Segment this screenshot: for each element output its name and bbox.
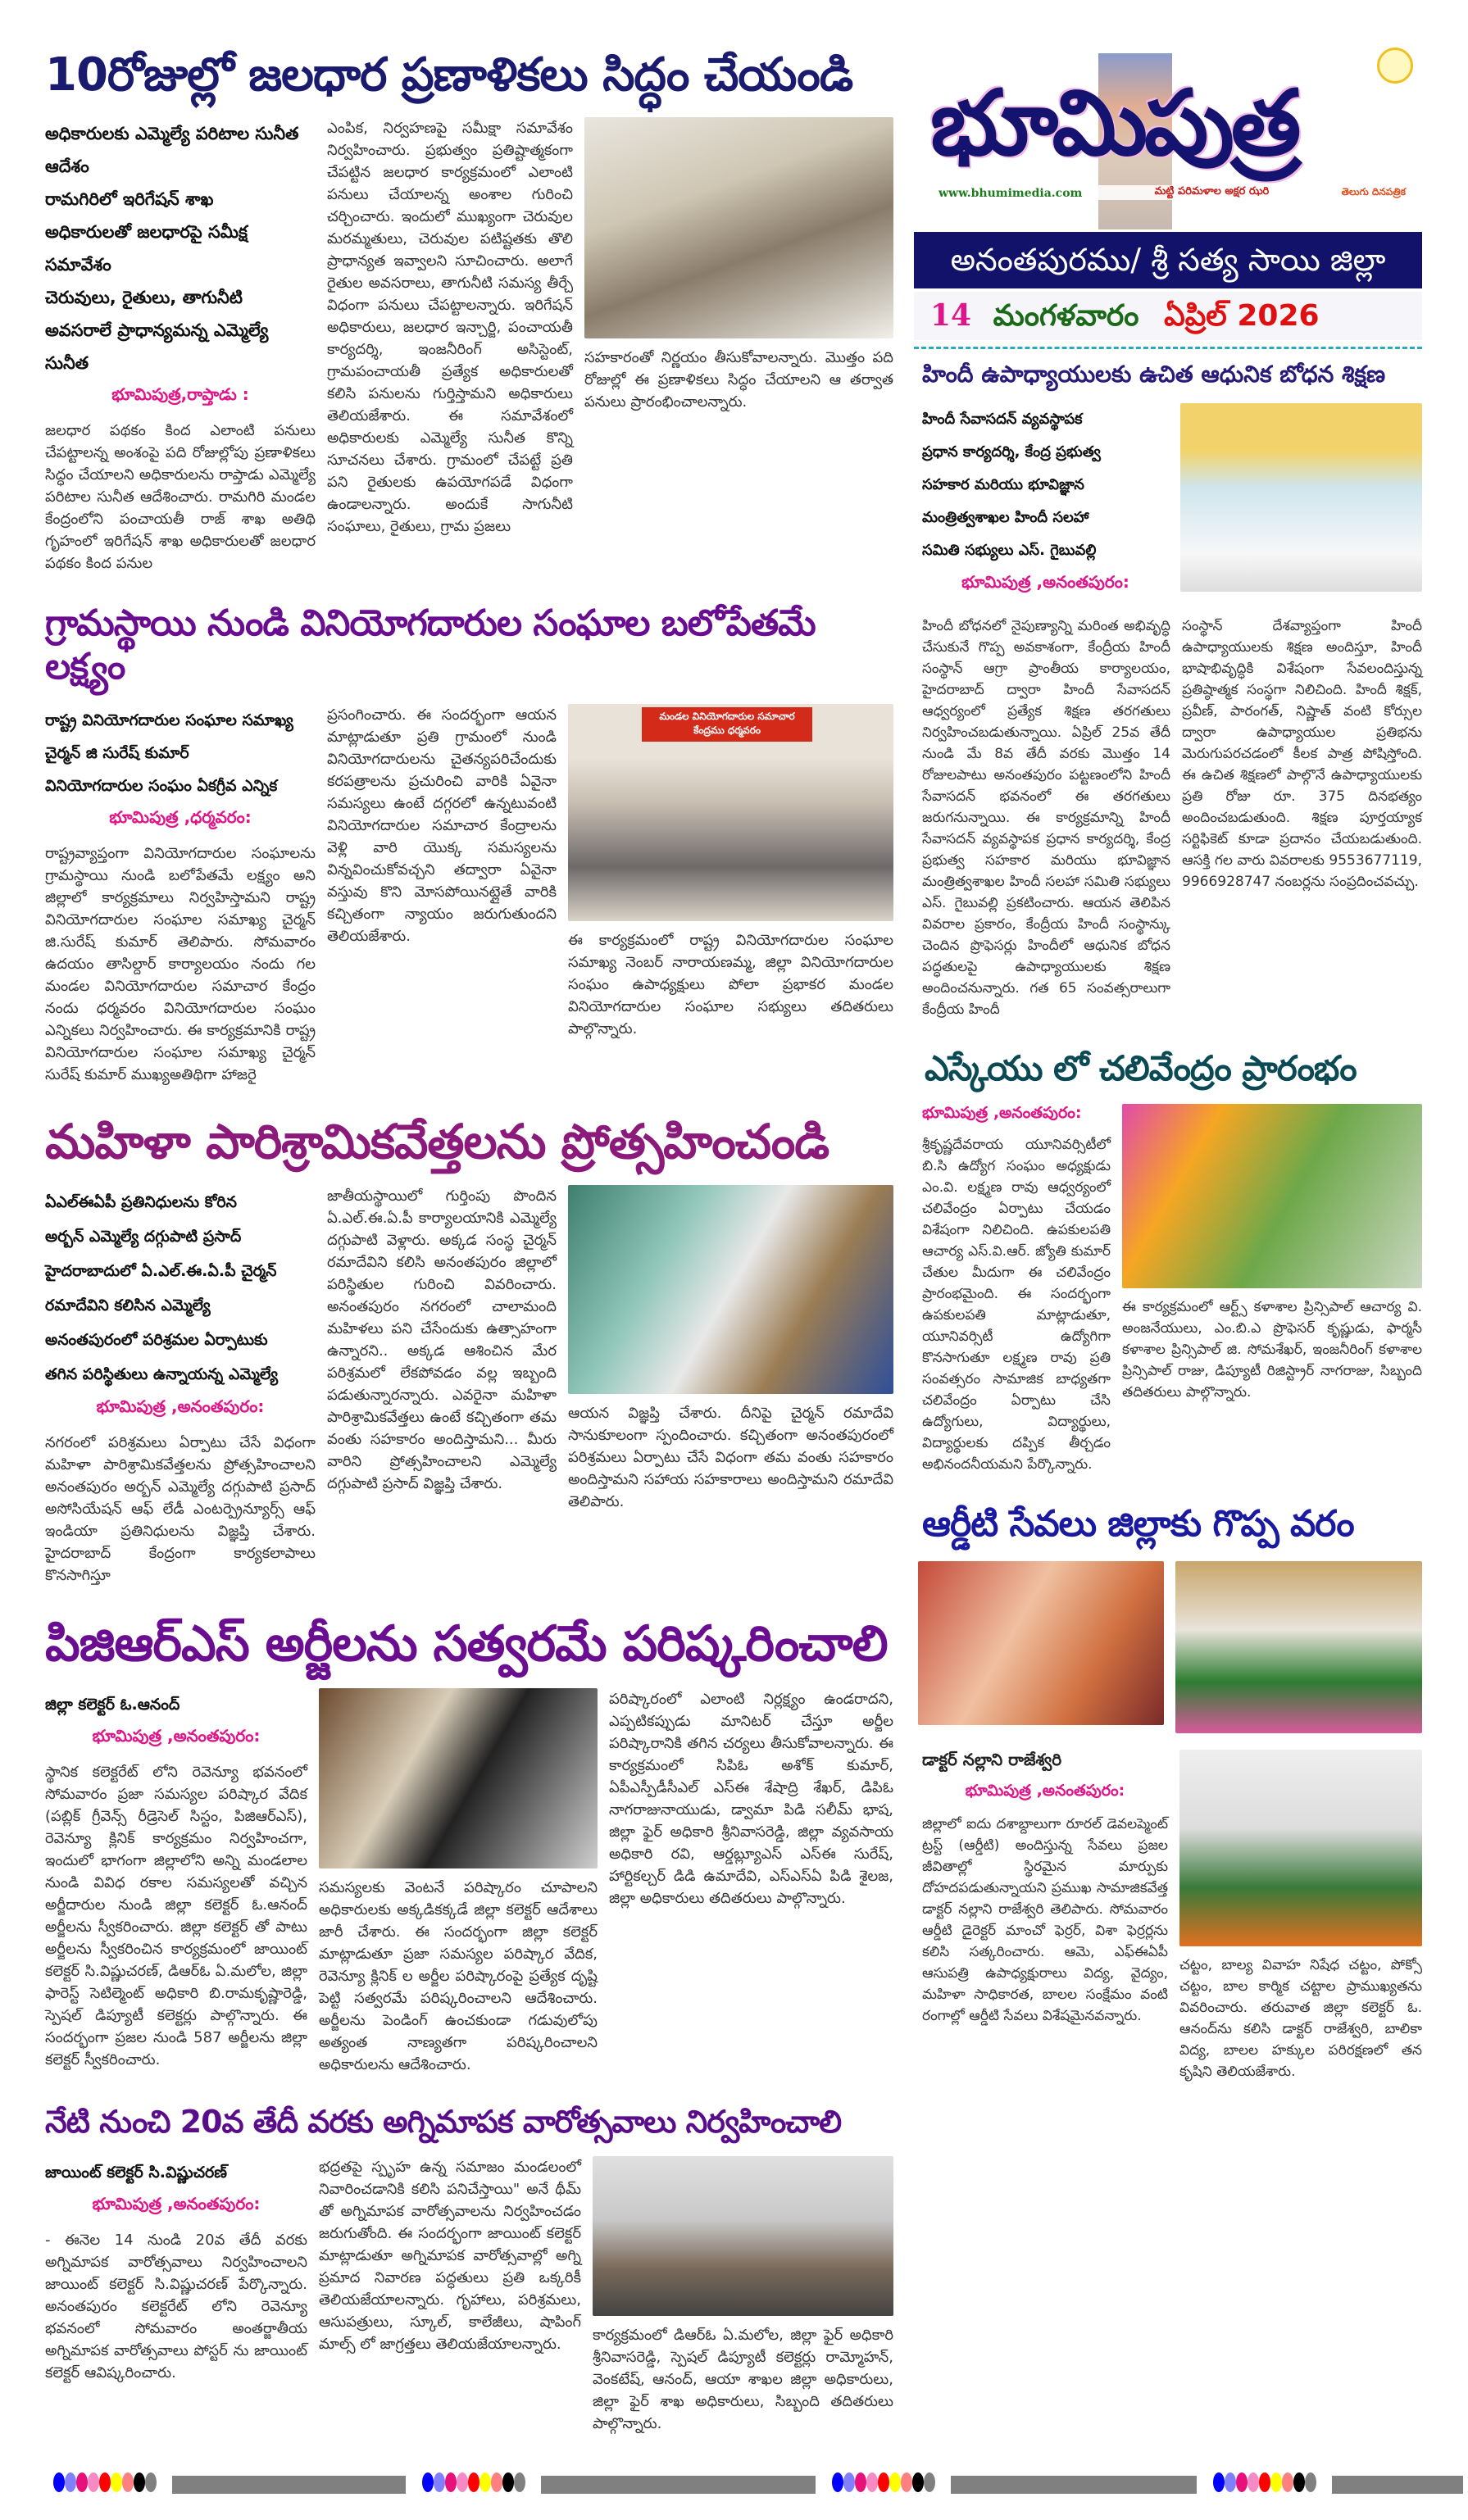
subheads-women — [45, 1185, 316, 1587]
headline-rdt-services: ఆర్డీటి సేవలు జిల్లాకు గొప్ప వరం — [922, 1503, 1354, 1546]
color-dot — [878, 2472, 889, 2492]
article-body: - ఈనెల 14 నుండి 20వ తేదీ వరకు అగ్నిమాపక వారోత్సవాలు నిర్వహించాలని జాయింట్ కలెక్టర్ సి.విష్ణుచరణ్ పేర్కొన్నారు. అనంతపురం కలెక్టరేట్ లోని రెవెన్యూ భవనంలో సోమవారం అంతర్జాతీయ అగ్నిమాపక వారోత్సవాలు పోస్టర్ ను జాయింట్ కలెక్టర్ ఆవిష్కరించారు. — [45, 2231, 307, 2382]
color-dot — [479, 2472, 491, 2492]
subhead: జాయింట్ కలెక్టర్ సి.విష్ణుచరణ్ — [45, 2163, 227, 2182]
color-dot — [134, 2472, 145, 2492]
color-dot — [924, 2472, 935, 2492]
subhead: తగిన పరిస్థితులు ఉన్నాయన్న ఎమ్మెల్యే — [45, 1365, 279, 1384]
article-body: హిందీ బోధనలో నైపుణ్యాన్ని మరింత అభివృద్ధి చేసుకునే గొప్ప అవకాశంగా, కేంద్రీయ హిందీ సంస్థాన్ ఆగ్రా ప్రాంతీయ కార్యాలయం, హైదరాబాద్ ద్వారా హిందీ సేవాసదన్ ఆధ్వర్యంలో ప్రత్యేక శిక్షణ తరగతులు నిర్వహించబడుతున్నాయి. ఏప్రిల్ 25వ తేదీ నుండి మే 8వ తేదీ వరకు మొత్తం 14 రోజులపాటు అనంతపురం పట్టణంలోని హిందీ సేవాసదన్ భవనంలో ఈ తరగతులు జరుగనున్నాయి. ఈ కార్యక్రమాన్ని హిందీ సేవాసదన్ వ్యవస్థాపక ప్రధాన కార్యదర్శి, కేంద్ర ప్రభుత్వ సహకార మరియు భూవిజ్ఞాన మంత్రిత్వశాఖల హిందీ సలహా సమితి సభ్యులు ఎస్. గైబువల్లి ప్రకటించారు. ఆయన తెలిపిన వివరాల ప్రకారం, కేంద్రీయ హిందీ సంస్థాన్కు చెందిన ప్రొఫెసర్లు హిందీలో ఆధునిక బోధన పద్ధతులపై ఉపాధ్యాయులకు శిక్షణ అందించనున్నారు. గత 65 సంవత్సరాలుగా కేంద్రీయ హిందీ — [922, 617, 1170, 1018]
right-column — [914, 41, 1422, 2104]
color-dots — [1213, 2472, 1316, 2492]
color-dots — [53, 2472, 157, 2492]
subhead: రాష్ట్ర వినియోగదారుల సంఘాల సమాఖ్య — [45, 711, 293, 729]
article-women-entrepreneurs — [45, 1107, 893, 1609]
color-dot — [434, 2472, 445, 2492]
article-body: జిల్లాలో ఐదు దశాబ్దాలుగా రూరల్ డెవలప్మెంట్ ట్రస్ట్ (ఆర్డీటి) అందిస్తున్న సేవలు ప్రజల జీవితాల్లో స్థిరమైన మార్పుకు దోహదపడుతున్నాయని ప్రముఖ సామాజికవేత్త డాక్టర్ నల్లాని రాజేశ్వరి తెలిపారు. సోమవారం ఆర్డీటి డైరెక్టర్ మాంచో ఫెర్రర్, విశా ఫెర్రర్లను కలిసి సత్కరించారు. ఆమె, ఎఫ్ఈఏపీ ఆసుపత్రి ఉపాధ్యక్షురాలు విద్య, వైద్యం, మహిళా సాధికారత, బాలల సంక్షేమం వంటి రంగాల్లో ఆర్డీటి సేవలు విశేషమైనవన్నారు. — [922, 1816, 1168, 2025]
photo-gaibuvalli — [1180, 403, 1422, 592]
color-dot — [422, 2472, 434, 2492]
photo-mla-meets-chairman — [568, 1185, 893, 1394]
photo-caption: డాక్టర్ నల్లాని రాజేశ్వరి — [922, 1750, 1062, 1770]
color-dot — [457, 2472, 468, 2492]
color-dot — [855, 2472, 866, 2492]
photo-collector-meeting — [1175, 1561, 1422, 1733]
subhead: అర్బన్ ఎమ్మెల్యే దగ్గుపాటి ప్రసాద్ — [45, 1228, 242, 1246]
left-column — [45, 41, 893, 2456]
color-dot — [502, 2472, 514, 2492]
photo-chalivendram — [1122, 1104, 1422, 1288]
gray-bar — [951, 2476, 1197, 2494]
color-dot — [889, 2472, 901, 2492]
date-bar — [914, 292, 1422, 340]
color-dot — [1282, 2472, 1293, 2492]
date-weekday: మంగళవారం — [993, 299, 1139, 334]
subhead: రమాదేవిని కలిసిన ఎమ్మెల్యే — [45, 1296, 211, 1315]
dateline: భూమిపుత్ర ,ధర్మవరం: — [109, 806, 252, 827]
gray-bar — [541, 2476, 816, 2494]
dateline: భూమిపుత్ర ,అనంతపురం: — [92, 1726, 261, 1746]
article-consumer-associations — [45, 596, 893, 1107]
article-body: ఈ కార్యక్రమంలో రాష్ట్ర వినియోగదారుల సంఘాల సమాఖ్య నెంబర్ నారాయణమ్మ, జిల్లా వినియోగదారుల సంఘం ఉపాధ్యక్షులు పోలా ప్రభాకర మండల వినియోగదారుల సంఘాల సభ్యులు తదితరులు పాల్గొన్నారు. — [568, 931, 893, 1038]
color-dot — [901, 2472, 912, 2492]
dateline: భూమిపుత్ర,రాప్తాడు : — [111, 384, 249, 405]
article-body: స్థానిక కలెక్టరేట్ లోని రెవెన్యూ భవనంలో సోమవారం ప్రజా సమస్యల పరిష్కార వేదిక (పబ్లిక్ గ్రీవెన్స్ రీడ్రెసెల్ సిస్టం, పిజిఆర్ఎస్), రెవెన్యూ క్లినిక్ కార్యక్రమం నిర్వహించగా, ఇందులో భాగంగా జిల్లాలోని అన్ని మండలాల నుండి వివిధ రకాల సమస్యలతో వచ్చిన అర్జీదారుల నుండి జిల్లా కలెక్టర్ ఓ.ఆనంద్ అర్జీలను స్వీకరించారు. జిల్లా కలెక్టర్ తో పాటు అర్జీలను స్వీకరించిన కార్యక్రమంలో జాయింట్ కలెక్టర్ సి.విష్ణుచరణ్, డిఆర్ఓ ఏ.మలోల, జిల్లా ఫారెస్ట్ సెటిల్మెంట్ అధికారి బి.రామకృష్ణారెడ్డి, స్పెషల్ డిప్యూటీ కలెక్టర్లు పాల్గొన్నారు. ఈ సందర్భంగా ప్రజల నుండి 587 అర్జీలను జిల్లా కలెక్టర్ స్వీకరించారు. — [45, 1764, 307, 2069]
subhead: జిల్లా కలెక్టర్ ఓ.ఆనంద్ — [45, 1696, 180, 1714]
subheads-consumer — [45, 704, 316, 1086]
color-dot — [1293, 2472, 1305, 2492]
color-dot — [145, 2472, 157, 2492]
subhead: సమితి సభ్యులు ఎస్. గైబువల్లి — [922, 541, 1097, 559]
article-body: చట్టం, బాల్య వివాహ నిషేధ చట్టం, పోక్సో చట్టం, బాల కార్మిక చట్టాల ప్రాముఖ్యతను వివరించారు. తరువాత జిల్లా కలెక్టర్ ఓ. ఆనంద్‌ను కలిసి డాక్టర్ రాజేశ్వరి, బాలికా విద్య, బాలల హక్కుల పరిరక్షణలో తన కృషిని తెలియజేశారు. — [1179, 1957, 1422, 2081]
gray-bar — [1332, 2476, 1463, 2494]
headline-fire-week: నేటి నుంచి 20వ తేదీ వరకు అగ్నిమాపక వారోత్సవాలు నిర్వహించాలి — [45, 2104, 842, 2141]
newspaper-logo: భూమిపుత్ర — [930, 70, 1298, 175]
dateline: భూమిపుత్ర ,అనంతపురం: — [922, 1104, 1082, 1123]
subheads-pgrs — [45, 1688, 307, 2071]
subheads-fire — [45, 2156, 307, 2384]
color-dot — [122, 2472, 134, 2492]
color-dot — [514, 2472, 525, 2492]
article-body: భద్రతపై స్పృహ ఉన్న సమాజం మండలంలో నివారించడానికి కలిసి పనిచేస్తాయి" అనే థీమ్ తో అగ్నిమాపక వారోత్సవాలను నిర్వహించడం జరుగుతోంది. ఈ సందర్భంగా జాయింట్ కలెక్టర్ మాట్లాడుతూ అగ్నిమాపక వారోత్సవాల్లో అగ్ని ప్రమాద నివారణ పద్ధతులు ప్రతి ఒక్కరికీ తెలియజేయాలన్నారు. గృహాలు, పరిశ్రమలు, ఆసుపత్రులు, స్కూల్, కాలేజీలు, షాపింగ్ మాల్స్ లో జాగ్రత్తలు తెలియజేయాలన్నారు. — [319, 2158, 581, 2353]
color-dot — [76, 2472, 88, 2492]
color-dot — [1305, 2472, 1316, 2492]
article-body: ప్రసంగించారు. ఈ సందర్భంగా ఆయన మాట్లాడుతూ ప్రతి గ్రామంలో నుండి వినియోగదారులను చైతన్యపరిచేందుకు కరపత్రాలను ప్రచురించి వారికి ఏవైనా సమస్యలు ఉంటే దగ్గరలో ఉన్నటువంటి వినియోగదారుల సమాచార కేంద్రాలను వెళ్లి వారి యొక్క సమస్యలను విన్నవించుకోవచ్చని తద్వారా ఏవైనా వస్తువు కొని మోసపోయినట్లైతే వారికి కచ్చితంగా న్యాయం జరుగుతుందని తెలియజేశారు. — [327, 706, 557, 945]
color-dot — [491, 2472, 502, 2492]
headline-consumer-associations: గ్రామస్థాయి నుండి వినియోగదారుల సంఘాల బలోపేతమే లక్ష్యం — [45, 602, 816, 688]
color-dot — [866, 2472, 878, 2492]
headline-women-entrepreneurs: మహిళా పారిశ్రామికవేత్తలను ప్రోత్సహించండి — [45, 1113, 829, 1169]
color-dot — [445, 2472, 457, 2492]
subhead: హిందీ సేవాసదన్ వ్యవస్థాపక — [922, 410, 1083, 428]
article-body: నగరంలో పరిశ్రమలు ఏర్పాటు చేసే విధంగా మహిళా పారిశ్రామికవేత్తలను ప్రోత్సహించాలని అనంతపురం అర్బన్ ఎమ్మెల్యే దగ్గుపాటి ప్రసాద్ అసోసియేషన్ ఆఫ్ లేడీ ఎంటర్ప్రెన్యూర్స్ ఆఫ్ ఇండియా ప్రతినిధులను విజ్ఞప్తి చేశారు. హైదరాబాద్ కేంద్రంగా కార్యకలాపాలు కొనసాగిస్తూ — [45, 1434, 316, 1585]
article-jaladhara — [45, 41, 893, 596]
gray-bar — [172, 2476, 406, 2494]
color-dot — [912, 2472, 924, 2492]
subhead: ప్రధాన కార్యదర్శి, కేంద్ర ప్రభుత్వ — [922, 443, 1101, 461]
subhead: అనంతపురంలో పరిశ్రమల ఏర్పాటుకు — [45, 1331, 268, 1350]
subhead: ఏఎల్ఈఏపీ ప్రతినిధులను కోరిన — [45, 1193, 237, 1212]
color-dot — [1259, 2472, 1270, 2492]
color-dot — [468, 2472, 479, 2492]
article-body: రాష్ట్రవ్యాప్తంగా వినియోగదారుల సంఘాలను గ్రామస్థాయి నుండి బలోపేతమే లక్ష్యం అని జిల్లాలో కార్యక్రమాలు నిర్వహిస్తామని రాష్ట్ర వినియోగదారుల సంఘాల సమాఖ్య చైర్మన్ జి.సురేష్ కుమార్ తెలిపారు. సోమవారం ఉదయం తాసిల్దార్ కార్యాలయం నందు గల మండల వినియోగదారుల సమాచార కేంద్రం నందు ధర్మవరం వినియోగదారుల సంఘం ఎన్నికలు నిర్వహించారు. ఈ కార్యక్రమానికి రాష్ట్ర వినియోగదారుల సంఘాల సమాఖ్య చైర్మన్ సురేష్ కుమార్ ముఖ్యఅతిథిగా హాజరై — [45, 844, 316, 1083]
color-dots — [422, 2472, 525, 2492]
article-body: పరిష్కారంలో ఎలాంటి నిర్లక్ష్యం ఉండరాదని, ఎప్పటికప్పుడు మానిటర్ చేస్తూ అర్జీల పరిష్కారానికి తగిన చర్యలు తీసుకోవాలన్నారు. ఈ కార్యక్రమంలో సిపిఓ అశోక్ కుమార్, ఏపీఎస్పీడీసీఎల్ ఎస్ఈ శేషాద్రి శేఖర్, డిపిఓ నాగరాజునాయుడు, డ్వామా పిడి సలీమ్ భాష, జిల్లా ఫైర్ అధికారి శ్రీనివాసరెడ్డి, జిల్లా వ్యవసాయ అధికారి రవి, ఆర్డబ్ల్యూఎస్ ఎస్ఈ సురేష్, హార్టికల్చర్ డిడి ఉమాదేవి, ఎస్ఎస్ఏ పిడి శైలజ, జిల్లా అధికారులు తదితరులు పాల్గొన్నారు. — [609, 1691, 893, 1908]
article-body: శ్రీకృష్ణదేవరాయ యూనివర్సిటీలో బి.సి ఉద్యోగ సంఘం అధ్యక్షుడు ఎం.వి. లక్ష్మణ రావు ఆధ్వర్యంలో చలివేంద్రం ఏర్పాటు చేయడం విశేషంగా నిలిచింది. ఉపకులపతి ఆచార్య ఎస్.వి.ఆర్. జ్యోతి కుమార్ చేతుల మీదుగా ఈ చలివేంద్రం ప్రారంభమైంది. ఈ సందర్భంగా ఉపకులపతి మాట్లాడుతూ, యూనివర్సిటీ ఉద్యోగిగా కొనసాగుతూ లక్ష్మణ రావు ప్రతి సంవత్సరం సామాజిక బాధ్యతగా చలివేంద్రం ఏర్పాటు చేసి ఉద్యోగులు, విద్యార్థులు, విద్యార్థులకు దప్పిక తీర్చడం అభినందనీయమని పేర్కొన్నారు. — [922, 1137, 1111, 1473]
subhead: వినియోగదారుల సంఘం ఏకగ్రీవ ఎన్నిక — [45, 776, 278, 795]
color-dot — [832, 2472, 843, 2492]
divider — [914, 347, 1422, 349]
color-dot — [65, 2472, 76, 2492]
color-dot — [1270, 2472, 1282, 2492]
article-body: ఆయన విజ్ఞప్తి చేశారు. దీనిపై చైర్మన్ రమాదేవి సానుకూలంగా స్పందించారు. కచ్చితంగా అనంతపురంలో పరిశ్రమలు ఏర్పాటు చేసే విధంగా తమ వంతు సహకారం అందిస్తామని సహాయ సహకారాలు అందిస్తామని రమాదేవి తెలిపారు. — [568, 1405, 893, 1511]
color-dot — [88, 2472, 99, 2492]
emblem-icon — [1377, 48, 1413, 84]
date-month-year: ఏప్రిల్ 2026 — [1164, 299, 1320, 334]
dateline: భూమిపుత్ర ,అనంతపురం: — [96, 1396, 265, 1417]
subhead: చైర్మన్ జి సురేష్ కుమార్ — [45, 743, 189, 762]
color-dots — [832, 2472, 935, 2492]
dateline: భూమిపుత్ర ,అనంతపురం: — [961, 571, 1129, 592]
photo-collector — [319, 1688, 598, 1868]
subhead: హైదరాబాదులో ఏ.ఎల్.ఈ.ఏ.పీ చైర్మన్ — [45, 1262, 277, 1281]
headline-pgrs: పిజిఆర్ఎస్ అర్జీలను సత్వరమే పరిష్కరించాలి — [45, 1615, 888, 1673]
headline-sku-chalivendram: ఎస్కేయు లో చలివేంద్రం ప్రారంభం — [925, 1047, 1357, 1088]
photo-poster-release — [593, 2156, 893, 2316]
color-dot — [1225, 2472, 1236, 2492]
paper-type: తెలుగు దినపత్రిక — [1341, 186, 1406, 198]
headline-hindi-training: హిందీ ఉపాధ్యాయులకు ఉచిత ఆధునిక బోధన శిక్షణ — [922, 361, 1386, 388]
dateline: భూమిపుత్ర ,అనంతపురం: — [965, 1782, 1125, 1800]
article-body: సంస్థాన్ దేశవ్యాప్తంగా హిందీ ఉపాధ్యాయులకు శిక్షణ అందిస్తూ, హిందీ భాషాభివృద్ధికి విశేషంగా సేవలందిస్తున్న ప్రతిష్ఠాత్మక సంస్థగా నిలిచింది. హిందీ శిక్షక్, ప్రవీణ్, పారంగత్, నిష్ణాత్ వంటి కోర్సుల ద్వారా ఉపాధ్యాయుల ప్రతిభను మెరుగుపరచడంలో కీలక పాత్ర పోషిస్తోంది. ఈ ఉచిత శిక్షణలో పాల్గొనే ఉపాధ్యాయులకు ప్రతి రోజు రూ. 375 దినభత్యం అందించబడుతుంది. శిక్షణ పూర్తయ్యాక సర్టిఫికెట్ కూడా ప్రదానం చేయబడుతుంది. ఆసక్తి గల వారు వివరాలకు 9553677119, 9966928747 నంబర్లను సంప్రదించవచ్చు. — [1182, 617, 1422, 890]
subhead: రామగిరిలో ఇరిగేషన్ శాఖ — [45, 189, 214, 210]
subhead: అధికారులతో జలధారపై సమీక్ష సమావేశం — [45, 222, 248, 275]
district-banner: అనంతపురము/ శ్రీ సత్య సాయి జిల్లా — [914, 232, 1422, 288]
subhead: అధికారులకు ఎమ్మెల్యే పరిటాల సునీత ఆదేశం — [45, 124, 299, 177]
masthead — [914, 41, 1422, 229]
color-dot — [1248, 2472, 1259, 2492]
color-dot — [99, 2472, 111, 2492]
date-day: 14 — [930, 298, 972, 334]
dateline: భూమిపుత్ర ,అనంతపురం: — [92, 2193, 261, 2214]
photo-banner: మండల వినియోగదారుల సమాచార కేంద్రము ధర్మవరం — [642, 707, 812, 742]
photo-consumer-meeting — [568, 704, 893, 921]
article-fire-week — [45, 2097, 893, 2456]
article-body: కార్యక్రమంలో డిఆర్ఓ ఏ.మలోల, జిల్లా ఫైర్ అధికారి శ్రీనివాసరెడ్డి, స్పెషల్ డిప్యూటీ కలెక్టర్లు రామ్మోహన్, వెంకటేష్, ఆనంద్, ఆయా శాఖల జిల్లా అధికారులు, జిల్లా ఫైర్ శాఖ అధికారులు, సిబ్బంది తదితరులు పాల్గొన్నారు. — [593, 2326, 893, 2432]
article-body: జలధార పథకం కింద ఎలాంటి పనులు చేపట్టాలన్న అంశంపై పది రోజుల్లోపు ప్రణాళికలు సిద్ధం చేయాలని అధికారులను రాప్తాడు ఎమ్మెల్యే పరిటాల సునీత ఆదేశించారు. రామగిరి మండల కేంద్రంలోని పంచాయతీ రాజ్ శాఖ అతిథి గృహంలో ఇరిగేషన్ శాఖ అధికారులతో జలధార పథకం కింద పనుల — [45, 422, 316, 573]
article-body: సమస్యలకు వెంటనే పరిష్కారం చూపాలని అధికారులకు అక్కడికక్కడే జిల్లా కలెక్టర్ ఆదేశాలు జారీ చేశారు. ఈ సందర్భంగా జిల్లా కలెక్టర్ మాట్లాడుతూ ప్రజా సమస్యల పరిష్కార వేదిక, రెవెన్యూ క్లినిక్ ల అర్జీల పరిష్కారంపై ప్రత్యేక దృష్టి పెట్టి సత్వరమే పరిష్కరించాలని ఆదేశించారు. అర్జీలను పెండింగ్ ఉంచకుండా గడువులోపు అత్యంత నాణ్యతగా పరిష్కరించాలని అధికారులను ఆదేశించారు. — [319, 1879, 598, 2074]
subhead: మంత్రిత్వశాఖల హిందీ సలహా — [922, 508, 1089, 526]
photo-rajeswari-collector — [1179, 1750, 1422, 1946]
headline-jaladhara: 10రోజుల్లో జలధార ప్రణాళికలు సిద్ధం చేయండి — [45, 48, 853, 102]
article-pgrs — [45, 1608, 893, 2097]
color-dot — [111, 2472, 122, 2492]
article-body: ఎంపిక, నిర్వహణపై సమీక్షా సమావేశం నిర్వహించారు. ప్రభుత్వం ప్రతిష్టాత్మకంగా చేపట్టిన జలధార కార్యక్రమంలో ఎలాంటి పనులు చేయాలన్న అంశాల గురించి చర్చించారు. ఇందులో ముఖ్యంగా చెరువుల మరమ్మతులు, చెరువుల పటిష్టతకు తొలి ప్రాధాన్యత ఇవ్వాలని సూచించారు. అలాగే రైతుల అవసరాలు, తాగునీటి సమస్య తీర్చే విధంగా పనులు చేపట్టాలన్నారు. ఇరిగేషన్ అధికారులు, జలధార ఇన్చార్జి, పంచాయతీ కార్యదర్శి, ఇంజనీరింగ్ అసిస్టెంట్, గ్రామపంచాయతీ ప్రత్యేక అధికారులతో కలిసి పనులను గుర్తిస్తామని అధికారులు తెలియజేశారు. ఈ సమావేశంలో అధికారులకు ఎమ్మెల్యే సునీత కొన్ని సూచనలు చేశారు. గ్రామంలో చేపట్టే ప్రతి పని రైతులకు ఉపయోగపడే విధంగా ఉండాలన్నారు. అందుకే సాగునీటి సంఘాలు, రైతులు, గ్రామ ప్రజలు — [327, 120, 573, 536]
subheads-hindi — [914, 403, 1169, 607]
photo-meeting — [584, 117, 893, 338]
subheads-jaladhara — [45, 117, 316, 574]
article-body: సహకారంతో నిర్ణయం తీసుకోవాలన్నారు. మొత్తం పది రోజుల్లో ఈ ప్రణాళికలు సిద్ధం చేయాలని ఆ తర్వాత పనులు ప్రారంభించాలన్నారు. — [584, 349, 893, 411]
subhead: సహకార మరియు భూవిజ్ఞాన — [922, 475, 1084, 493]
color-dot — [1236, 2472, 1248, 2492]
color-registration-bar — [0, 2472, 1468, 2497]
article-body: ఈ కార్యక్రమంలో ఆర్ట్స్ కళాశాల ప్రిన్సిపాల్ ఆచార్య వి. అంజనేయులు, ఎం.బి.ఎ ప్రొఫెసర్ కృష్ణుడు, ఫార్మసీ కళాశాల ప్రిన్సిపాల్ జి. సోమశేఖర్, ఇంజనీరింగ్ కళాశాల ప్రిన్సిపాల్ రాజు, డిప్యూటీ రిజిస్ట్రార్ నాగరాజు, సిబ్బంది తదితరులు పాల్గొన్నారు. — [1122, 1299, 1422, 1401]
color-dot — [843, 2472, 855, 2492]
website-link[interactable]: www.bhumimedia.com — [939, 187, 1083, 200]
photo-rajeswari-felicitation — [918, 1561, 1164, 1725]
subhead: అవసరాలే ప్రాధాన్యమన్న ఎమ్మెల్యే సునీత — [45, 320, 269, 374]
tagline: మట్టి పరిమళాల అక్షర ఝరి — [1154, 185, 1270, 198]
article-body: జాతీయస్థాయిలో గుర్తింపు పొందిన ఏ.ఎల్.ఈ.ఏ.పీ కార్యాలయానికి ఎమ్మెల్యే దగ్గుపాటి వెళ్లారు. అక్కడ సంస్థ చైర్మన్ రమాదేవిని కలిసి అనంతపురం జిల్లాలో పరిస్థితుల గురించి వివరించారు. అనంతపురం నగరంలో చాలామంది మహిళలు పని చేసేందుకు ఉత్సాహంగా ఉన్నారని.. అక్కడ ఆశించిన మేర పరిశ్రమలో లేకపోవడం వల్ల ఇబ్బంది పడుతున్నారన్నారు. ఎవరైనా మహిళా పారిశ్రామికవేత్తలు ఉంటే కచ్చితంగా తమ వంతు సహకారం అందిస్తామని... మీరు వారిని ప్రోత్సహించాలని ఎమ్మెల్యే దగ్గుపాటి ప్రసాద్ విజ్ఞప్తి చేశారు. — [327, 1187, 557, 1493]
subhead: చెరువులు, రైతులు, తాగునీటి — [45, 288, 243, 308]
color-dot — [53, 2472, 65, 2492]
color-dot — [1213, 2472, 1225, 2492]
